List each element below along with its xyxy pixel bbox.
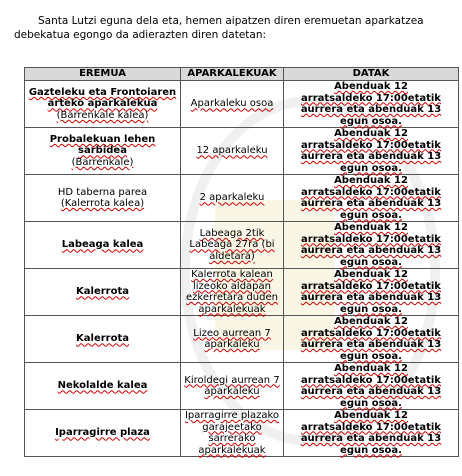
header-datak: DATAK [284, 68, 459, 81]
table-header-row [25, 68, 459, 81]
cell-eremua: Kalerrota [25, 269, 181, 316]
table-row [25, 175, 459, 222]
cell-datak: Abenduak 12 arratsaldeko 17:00etatik aurrera eta abenduak 13 egun osoa. [284, 128, 459, 175]
table-row [25, 222, 459, 269]
cell-datak: Abenduak 12 arratsaldeko 17:00etatik aurrera eta abenduak 13 egun osoa. [284, 363, 459, 410]
table-row [25, 410, 459, 457]
table-row [25, 316, 459, 363]
cell-eremua: Labeaga kalea [25, 222, 181, 269]
cell-eremua: Nekolalde kalea [25, 363, 181, 410]
cell-datak: Abenduak 12 arratsaldeko 17:00etatik aurrera eta abenduak 13 egun osoa. [284, 222, 459, 269]
table-row [25, 269, 459, 316]
cell-aparkalekuak: 2 aparkaleku [181, 175, 284, 222]
cell-aparkalekuak: Aparkaleku osoa [181, 81, 284, 128]
table-row [25, 128, 459, 175]
cell-aparkalekuak: Labeaga 2tik Labeaga 27ra (bi aldetara) [181, 222, 284, 269]
intro-text: Santa Lutzi eguna dela eta, hemen aipatzen diren eremuetan aparkatzea debekatua egongo da adierazten diren datetan: [14, 15, 424, 41]
cell-eremua: Probalekuan lehen sarbidea (Barrenkale) [25, 128, 181, 175]
cell-datak: Abenduak 12 arratsaldeko 17:00etatik aurrera eta abenduak 13 egun osoa. [284, 81, 459, 128]
table-row [25, 363, 459, 410]
cell-eremua: Gazteleku eta Frontoiaren arteko aparkalekua (Barrenkale kalea) [25, 81, 181, 128]
cell-datak: Abenduak 12 arratsaldeko 17:00etatik aurrera eta abenduak 13 egun osoa. [284, 316, 459, 363]
header-eremua: EREMUA [25, 68, 181, 81]
cell-aparkalekuak: Kalerrota kalean lizeoko aldapan ezkerretara duden aparkalekuak [181, 269, 284, 316]
cell-aparkalekuak: 12 aparkaleku [181, 128, 284, 175]
table-row [25, 81, 459, 128]
cell-eremua: HD taberna parea (Kalerrota kalea) [25, 175, 181, 222]
cell-aparkalekuak: Iparragirre plazako garajeetako sarrerako aparkalekuak [181, 410, 284, 457]
cell-datak: Abenduak 12 arratsaldeko 17:00etatik aurrera eta abenduak 13 egun osoa. [284, 269, 459, 316]
cell-aparkalekuak: Kiroldegi aurrean 7 aparkaleku [181, 363, 284, 410]
cell-aparkalekuak: Lizeo aurrean 7 aparkaleku [181, 316, 284, 363]
cell-eremua: Iparragirre plaza [25, 410, 181, 457]
cell-datak: Abenduak 12 arratsaldeko 17:00etatik aurrera eta abenduak 13 egun osoa. [284, 175, 459, 222]
header-aparkalekuak: APARKALEKUAK [181, 68, 284, 81]
cell-eremua: Kalerrota [25, 316, 181, 363]
parking-table [24, 67, 459, 457]
cell-datak: Abenduak 12 arratsaldeko 17:00etatik aurrera eta abenduak 13 egun osoa. [284, 410, 459, 457]
intro-paragraph [14, 14, 454, 42]
